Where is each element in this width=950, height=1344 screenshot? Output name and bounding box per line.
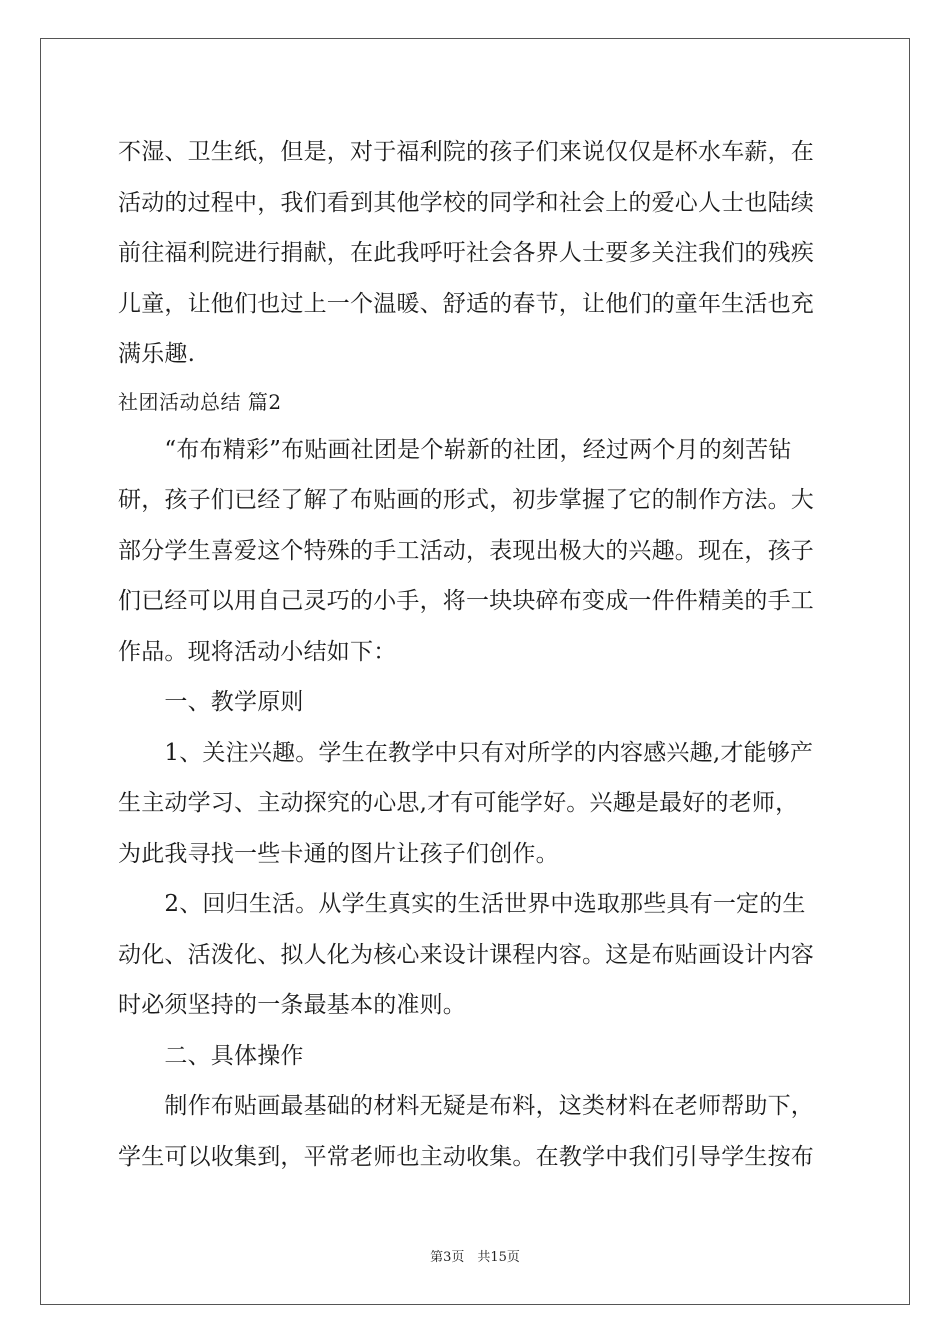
text-line: 部分学生喜爱这个特殊的手工活动，表现出极大的兴趣。现在，孩子 — [118, 537, 814, 564]
text-line: 一、教学原则 — [118, 689, 304, 715]
text-line: 动化、活泼化、拟人化为核心来设计课程内容。这是布贴画设计内容 — [118, 941, 814, 968]
text-line: 为此我寻找一些卡通的图片让孩子们创作。 — [118, 840, 559, 867]
text-line: 不湿、卫生纸，但是，对于福利院的孩子们来说仅仅是杯水车薪，在 — [118, 139, 814, 165]
text-line: 1、关注兴趣。学生在教学中只有对所学的内容感兴趣,才能够产 — [118, 739, 814, 766]
text-line: 时必须坚持的一条最基本的准则。 — [118, 992, 466, 1018]
text-line: 前往福利院进行捐献，在此我呼吁社会各界人士要多关注我们的残疾 — [118, 240, 814, 266]
text-line: 研，孩子们已经了解了布贴画的形式，初步掌握了它的制作方法。大 — [118, 487, 814, 513]
text-line: “布布精彩”布贴画社团是个崭新的社团，经过两个月的刻苦钻 — [118, 436, 792, 463]
text-line: 满乐趣. — [118, 341, 196, 367]
text-line: 学生可以收集到，平常老师也主动收集。在教学中我们引导学生按布 — [118, 1143, 814, 1170]
text-line: 儿童，让他们也过上一个温暖、舒适的春节，让他们的童年生活也充 — [118, 290, 814, 317]
section-heading: 社团活动总结 篇2 — [118, 389, 282, 414]
text-line: 们已经可以用自己灵巧的小手，将一块块碎布变成一件件精美的手工 — [118, 588, 814, 614]
text-line: 活动的过程中，我们看到其他学校的同学和社会上的爱心人士也陆续 — [118, 189, 814, 216]
text-line: 生主动学习、主动探究的心思,才有可能学好。兴趣是最好的老师， — [118, 790, 799, 816]
text-line: 2、回归生活。从学生真实的生活世界中选取那些具有一定的生 — [118, 891, 806, 917]
page-number-footer: 第3页 共15页 — [430, 1250, 520, 1265]
text-line: 作品。现将活动小结如下： — [118, 638, 397, 665]
text-line: 二、具体操作 — [118, 1042, 304, 1069]
document-body — [118, 127, 834, 1182]
text-line: 制作布贴画最基础的材料无疑是布料，这类材料在老师帮助下， — [118, 1093, 814, 1119]
